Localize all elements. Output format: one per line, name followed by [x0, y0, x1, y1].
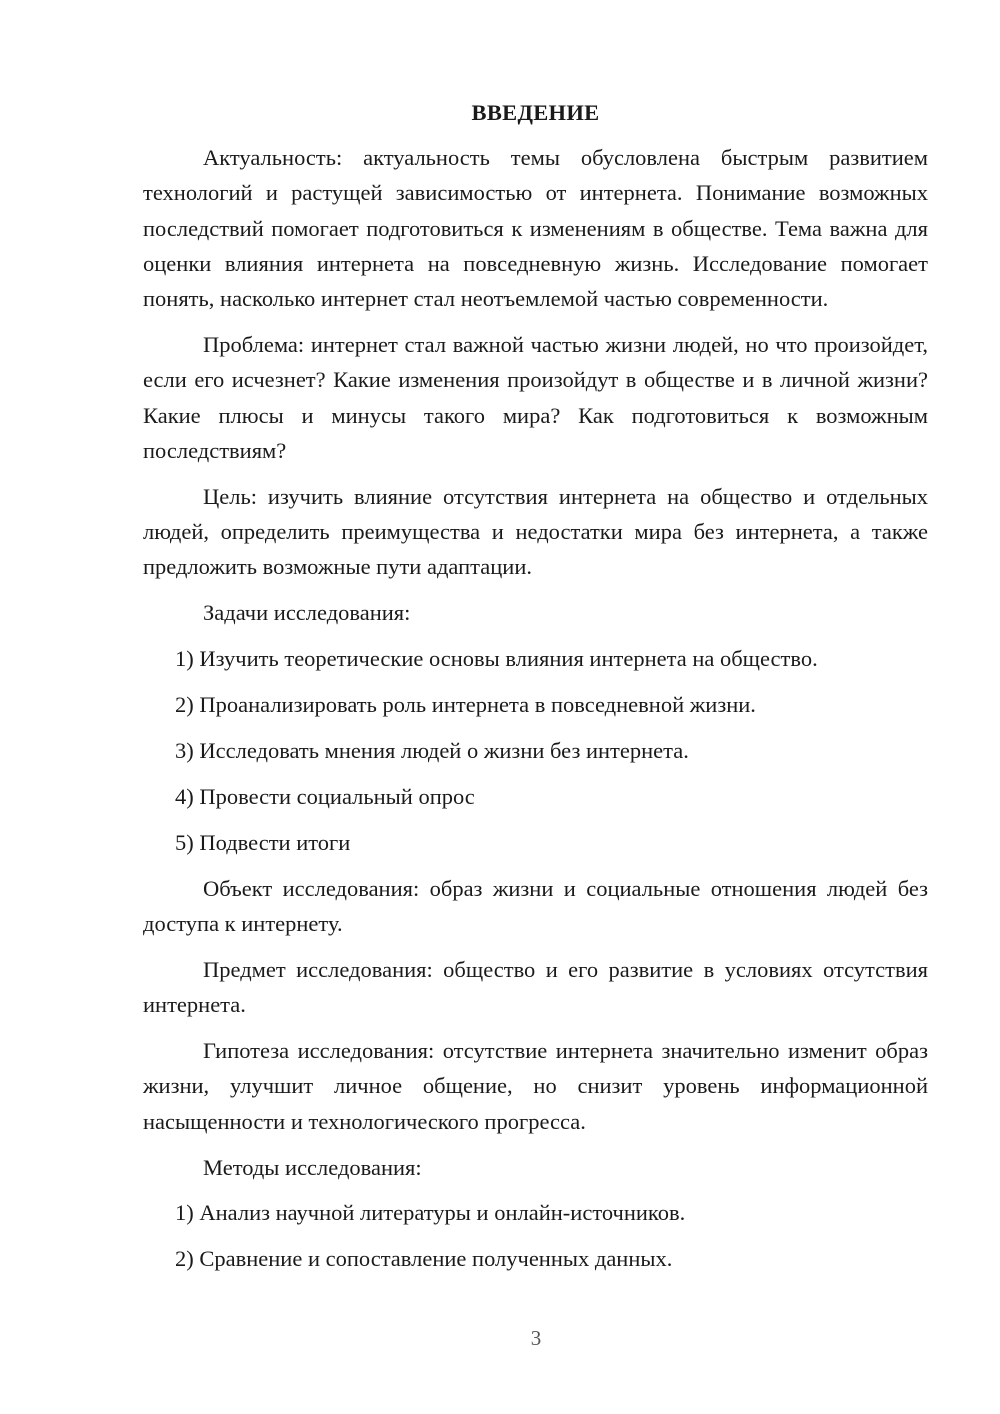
method-item-2: 2) Сравнение и сопоставление полученных данных. — [175, 1246, 673, 1272]
task-item-5: 5) Подвести итоги — [175, 829, 351, 855]
page-number: 3 — [530, 1326, 542, 1350]
goal-paragraph: Цель: изучить влияние отсутствия интернета на общество и отдельных людей, определить преимущества и недостатки мира без интернета, а также предложить возможные пути адаптации. — [143, 483, 928, 580]
section-title: ВВЕДЕНИЕ — [471, 100, 600, 125]
task-item-2: 2) Проанализировать роль интернета в повседневной жизни. — [175, 692, 756, 718]
hypothesis-paragraph: Гипотеза исследования: отсутствие интернета значительно изменит образ жизни, улучшит личное общение, но снизит уровень информационной насыщенности и технологического прогресса. — [143, 1038, 928, 1134]
methods-heading: Методы исследования: — [203, 1154, 422, 1180]
actuality-paragraph: Актуальность: актуальность темы обусловлена быстрым развитием технологий и растущей зависимостью от интернета. Понимание возможных последствий помогает подготовиться к изменениям в обществе. Тема важна для оценки влияния интернета на повседневную жизнь. Исследование помогает понять, насколько интернет стал неотъемлемой частью современности. — [143, 145, 928, 312]
problem-paragraph: Проблема: интернет стал важной частью жизни людей, но что произойдет, если его исчезнет? Какие изменения произойдут в обществе и в личной жизни? Какие плюсы и минусы такого мира? Как подготовиться к возможным последствиям? — [143, 332, 928, 463]
task-item-4: 4) Провести социальный опрос — [175, 783, 475, 809]
task-item-3: 3) Исследовать мнения людей о жизни без интернета. — [175, 738, 689, 764]
method-item-1: 1) Анализ научной литературы и онлайн-источников. — [175, 1200, 686, 1226]
tasks-heading: Задачи исследования: — [203, 600, 411, 626]
object-paragraph: Объект исследования: образ жизни и социальные отношения людей без доступа к интернету. — [143, 875, 928, 936]
page-content — [143, 95, 928, 1287]
task-item-1: 1) Изучить теоретические основы влияния интернета на общество. — [175, 646, 818, 672]
subject-paragraph: Предмет исследования: общество и его развитие в условиях отсутствия интернета. — [143, 956, 928, 1018]
